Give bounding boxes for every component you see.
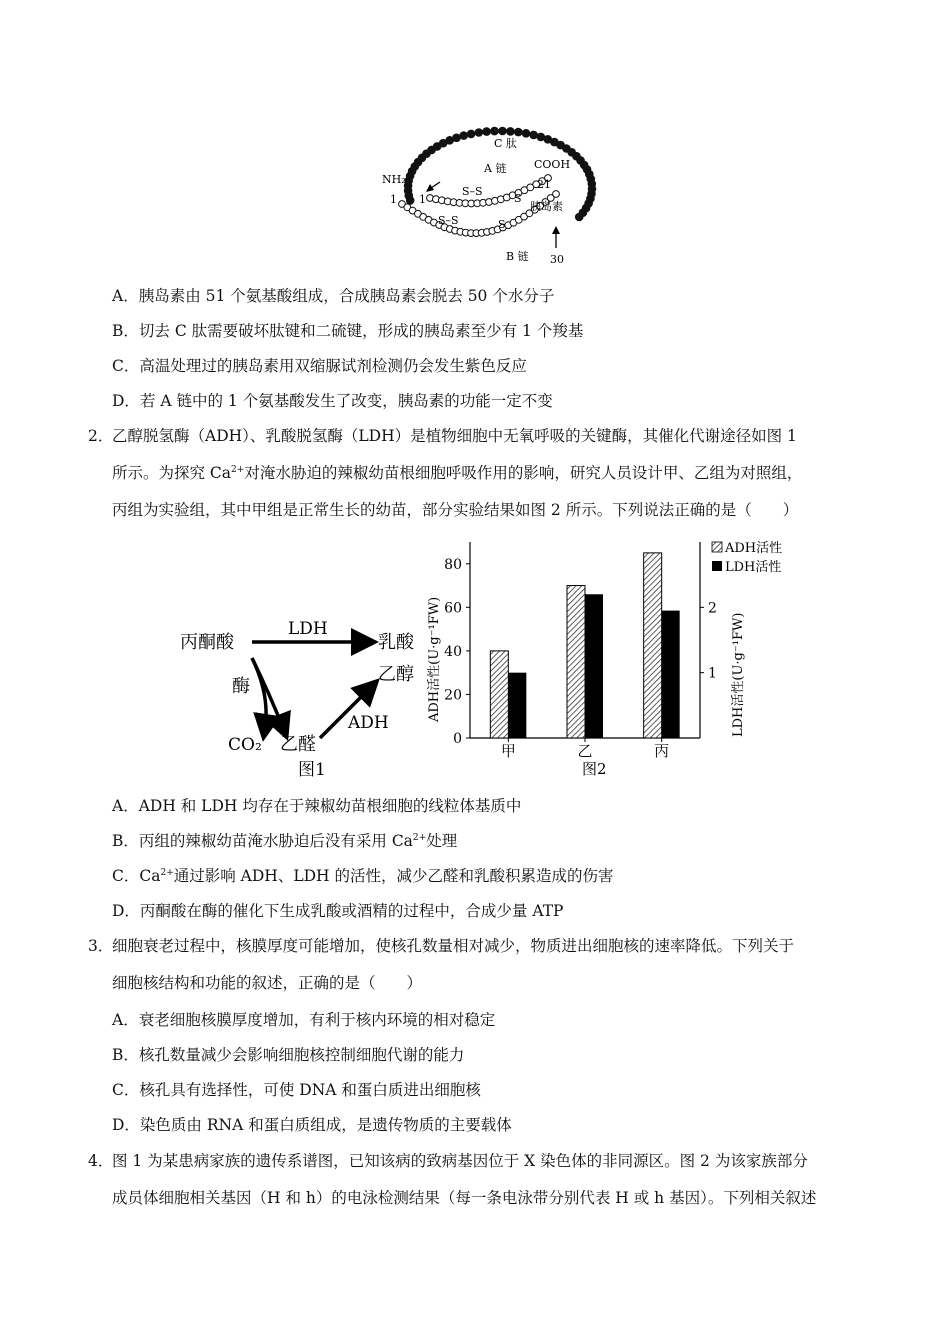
- q3-option-a: A．衰老细胞核膜厚度增加，有利于核内环境的相对稳定: [112, 1011, 496, 1029]
- bar-adh: [490, 651, 508, 738]
- left-tick-label: 40: [444, 643, 462, 660]
- ldh-label: LDH: [288, 619, 328, 639]
- q2-option-c: C．$Ca^{2+}$通过影响 ADH、LDH 的活性，减少乙醛和乳酸积累造成的伤害: [112, 867, 614, 885]
- q3-number: 3．: [88, 937, 114, 955]
- q1-option-a: A．胰岛素由 51 个氨基酸组成，合成胰岛素会脱去 50 个水分子: [112, 287, 555, 305]
- insulin-label: 胰岛素: [530, 200, 563, 213]
- adh-label: ADH: [348, 713, 389, 733]
- bar-ldh: [508, 673, 526, 738]
- pyruvate-label: 丙酮酸: [180, 632, 234, 653]
- q1-option-c: C．高温处理过的胰岛素用双缩脲试剂检测仍会发生紫色反应: [112, 357, 527, 375]
- co2-label: CO₂: [228, 735, 262, 755]
- q3-stem-line1: 细胞衰老过程中，核膜厚度可能增加，使核孔数量相对减少，物质进出细胞核的速率降低。下列关于: [112, 937, 795, 955]
- c-peptide-bead: [459, 131, 468, 140]
- left-axis-label: ADH活性(U·g⁻¹FW): [427, 596, 442, 722]
- q2-number: 2．: [88, 427, 114, 445]
- c-peptide-bead: [575, 213, 584, 222]
- activity-bar-chart: [420, 532, 810, 782]
- residue-1-a: 1: [419, 193, 426, 206]
- c-peptide-bead: [498, 127, 507, 136]
- bar-adh: [644, 553, 662, 738]
- insulin-structure-figure: [370, 120, 620, 270]
- q2-stem-line1: 乙醇脱氢酶（ADH）、乳酸脱氢酶（LDH）是植物细胞中无氧呼吸的关键酶，其催化代谢途径如图 1: [112, 427, 797, 445]
- x-tick-label: 丙: [654, 742, 670, 760]
- q4-stem-line2: 成员体细胞相关基因（H 和 h）的电泳检测结果（每一条电泳带分别代表 H 或 h 基因）。下列相关叙述: [112, 1189, 817, 1207]
- q4-number: 4．: [88, 1152, 114, 1170]
- q1-option-b: B．切去 C 肽需要破坏肽键和二硫键，形成的胰岛素至少有 1 个羧基: [112, 322, 584, 340]
- q3-option-b: B．核孔数量减少会影响细胞核控制细胞代谢的能力: [112, 1046, 465, 1064]
- c-peptide-bead: [482, 127, 491, 136]
- sulfur-label-2: S: [498, 218, 506, 231]
- pathway-figure: [170, 600, 435, 785]
- lactic-acid-label: 乳酸: [378, 632, 414, 653]
- enzyme-label: 酶: [232, 676, 250, 697]
- left-tick-label: 0: [453, 731, 462, 747]
- q2-option-b: B．丙组的辣椒幼苗淹水胁迫后没有采用 $Ca^{2+}$处理: [112, 832, 458, 850]
- left-tick-label: 60: [444, 600, 462, 617]
- right-tick-label: 2: [708, 600, 717, 617]
- q3-stem-line2: 细胞核结构和功能的叙述，正确的是（ ）: [112, 974, 423, 992]
- right-axis-label: LDH活性(U·g⁻¹FW): [731, 612, 746, 737]
- legend-ldh-swatch: [712, 561, 722, 571]
- b-chain-label: B 链: [506, 250, 529, 263]
- left-tick-label: 80: [444, 556, 462, 573]
- left-tick-label: 20: [444, 687, 462, 704]
- disulfide-label-2: S–S: [438, 214, 459, 227]
- figure2-caption: 图2: [582, 760, 607, 778]
- residue-21: 21: [537, 178, 551, 191]
- c-peptide-bead: [490, 127, 499, 136]
- x-tick-label: 甲: [500, 742, 516, 760]
- bar-adh: [567, 586, 585, 738]
- c-peptide-bead: [506, 127, 515, 136]
- x-tick-label: 乙: [577, 742, 593, 760]
- q4-stem-line1: 图 1 为某患病家族的遗传系谱图，已知该病的致病基因位于 X 染色体的非同源区。图 2 为该家族部分: [112, 1152, 808, 1170]
- ethanol-label: 乙醇: [378, 664, 414, 685]
- a-chain-label: A 链: [484, 162, 507, 175]
- residue-1-b: 1: [390, 193, 397, 206]
- sulfur-label-1: S: [514, 192, 522, 205]
- q3-option-c: C．核孔具有选择性，可使 DNA 和蛋白质进出细胞核: [112, 1081, 481, 1099]
- c-peptide-bead: [514, 128, 523, 137]
- c-peptide-bead: [475, 128, 484, 137]
- nh2-label: NH₂: [382, 173, 406, 186]
- bar-ldh: [585, 594, 603, 738]
- c-peptide-bead: [529, 131, 538, 140]
- q2-option-a: A．ADH 和 LDH 均存在于辣椒幼苗根细胞的线粒体基质中: [112, 797, 522, 815]
- cooh-label: COOH: [534, 158, 571, 171]
- legend-ldh-label: LDH活性: [725, 560, 782, 575]
- q2-stem-line2: 所示。为探究 $Ca^{2+}$对淹水胁迫的辣椒幼苗根细胞呼吸作用的影响，研究人员设计甲、乙组为对照组，: [112, 464, 803, 482]
- figure1-caption: 图1: [298, 760, 326, 780]
- residue-30: 30: [550, 253, 564, 266]
- legend-adh-swatch: [712, 542, 722, 552]
- bar-ldh: [662, 611, 680, 738]
- c-peptide-bead: [467, 130, 476, 139]
- c-peptide-bead: [522, 129, 531, 138]
- acetaldehyde-label: 乙醛: [280, 734, 316, 755]
- c-peptide-label: C 肽: [494, 137, 517, 150]
- disulfide-label-1: S–S: [462, 185, 483, 198]
- right-tick-label: 1: [708, 665, 717, 682]
- q2-option-d: D．丙酮酸在酶的催化下生成乳酸或酒精的过程中，合成少量 ATP: [112, 902, 564, 920]
- q3-option-d: D．染色质由 RNA 和蛋白质组成，是遗传物质的主要载体: [112, 1116, 512, 1134]
- b-chain-bead: [553, 191, 560, 198]
- q2-stem-line3: 丙组为实验组，其中甲组是正常生长的幼苗，部分实验结果如图 2 所示。下列说法正确的是（ ）: [112, 501, 799, 519]
- q1-option-d: D．若 A 链中的 1 个氨基酸发生了改变，胰岛素的功能一定不变: [112, 392, 553, 410]
- legend-adh-label: ADH活性: [725, 541, 783, 556]
